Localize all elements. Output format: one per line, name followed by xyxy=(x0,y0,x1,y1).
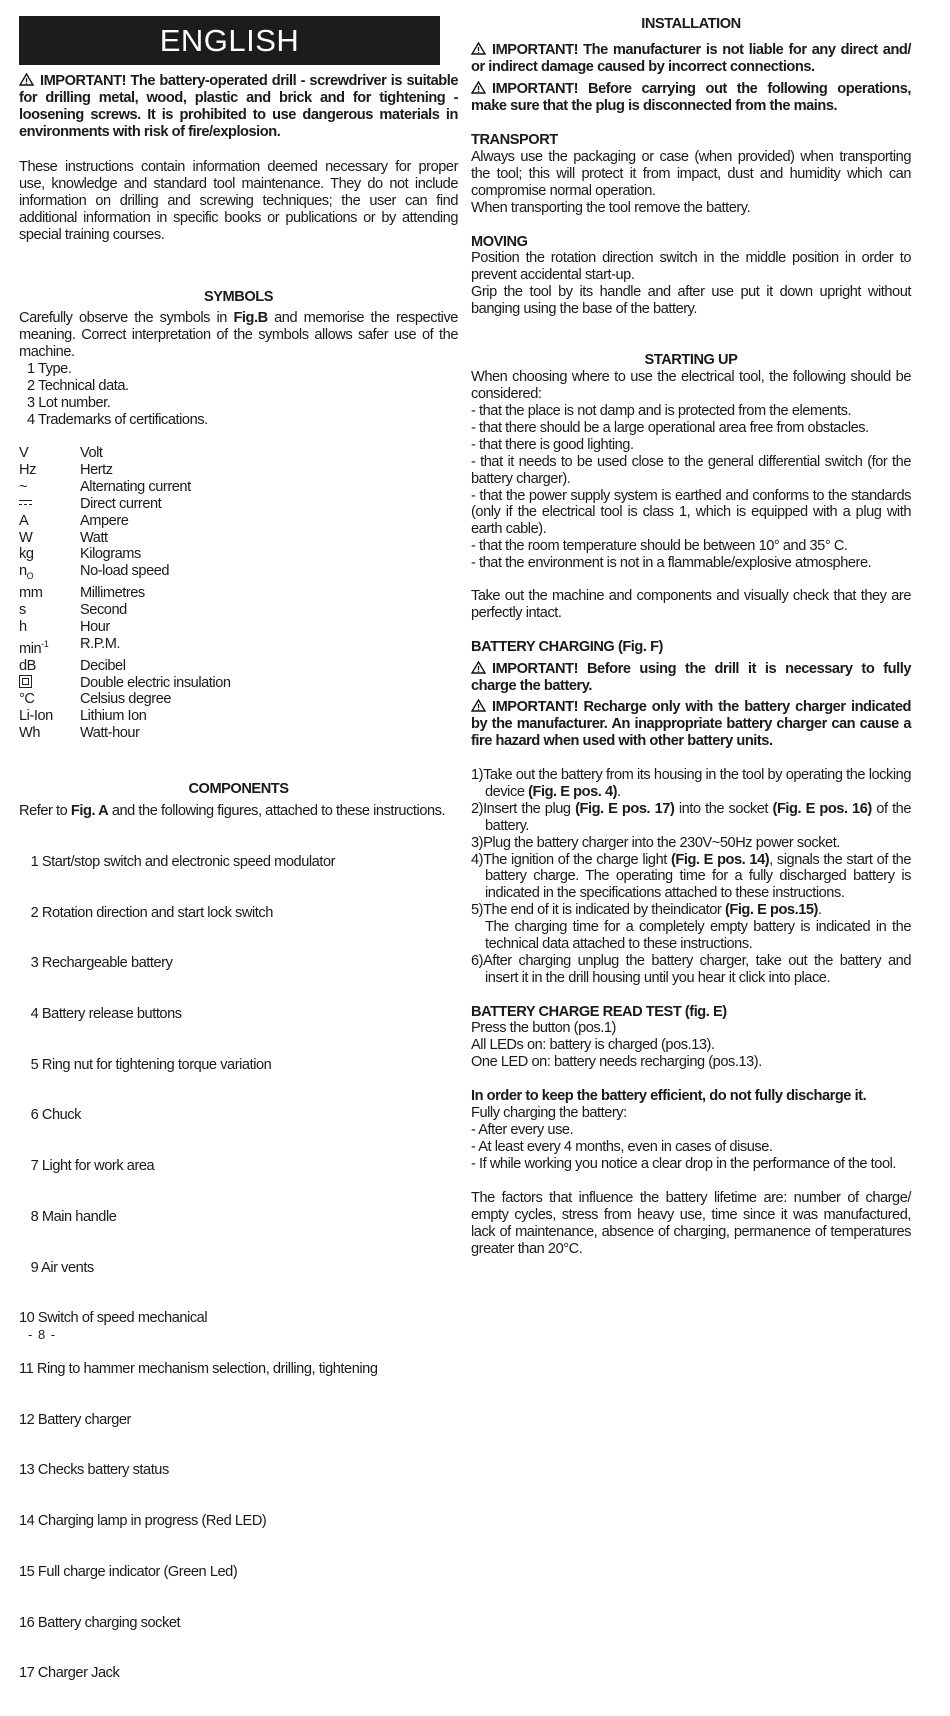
warning-icon xyxy=(19,73,34,86)
starting-intro: When choosing where to use the electrical tool, the following should be considered: xyxy=(471,369,911,402)
list-item: 9 Air vents xyxy=(27,1259,94,1276)
transport-title: TRANSPORT xyxy=(471,132,558,148)
list-item: 7 Light for work area xyxy=(27,1158,155,1175)
list-item: 2)Insert the plug (Fig. E pos. 17) into the socket (Fig. E pos. 16) of the battery. xyxy=(471,800,912,834)
list-item: 3)Plug the battery charger into the 230V~50Hz power socket. xyxy=(471,834,840,851)
warning-icon xyxy=(471,699,486,712)
readtest-lines: Press the button (pos.1) All LEDs on: battery is charged (pos.13). One LED on: battery needs recharging (pos.13). xyxy=(471,1020,762,1070)
transport-text-1: Always use the packaging or case (when provided) when transporting the tool; this will protect it from impact, dust and humidity which can compromise normal operation. xyxy=(471,149,911,199)
unit-row: ~ Alternating current xyxy=(19,478,191,495)
readtest-outro: The factors that influence the battery lifetime are: number of charge/ empty cycles, stress from heavy use, time since it was manufactured, lack of maintenance, absence of charging, permanence of temperatures greater than 20°C. xyxy=(471,1190,911,1257)
warning-icon xyxy=(471,81,486,94)
unit-row: $\min^{-1}$ R.P.M. xyxy=(19,635,121,657)
double-insulation-icon xyxy=(19,675,32,688)
installation-warning-2: IMPORTANT! Before carrying out the following operations, make sure that the plug is disconnected from the mains. xyxy=(471,81,911,114)
list-item: 4 Trademarks of certifications. xyxy=(27,411,208,428)
list-item: - that the environment is not in a flammable/explosive atmosphere. xyxy=(471,555,872,572)
readtest-list: Fully charging the battery: - After every use. - At least every 4 months, even in cases of disuse. - If while working you notice a clear drop in the performance of the tool. xyxy=(471,1105,897,1172)
components-text: Refer to Fig. A and the following figures, attached to these instructions. xyxy=(19,803,446,819)
list-item: 12 Battery charger xyxy=(19,1411,131,1428)
list-item: 1 Start/stop switch and electronic speed modulator xyxy=(27,853,336,870)
list-item: - that it needs to be used close to the general differential switch (for the battery charger). xyxy=(471,453,911,487)
symbols-list xyxy=(19,361,458,429)
moving-text-2: Grip the tool by its handle and after use put it down upright without banging using the base of the battery. xyxy=(471,284,911,317)
list-item: - that there is good lighting. xyxy=(471,436,634,453)
components-list xyxy=(19,820,458,1716)
list-item-continuation: The charging time for a completely empty battery is indicated in the technical data attached to these instructions. xyxy=(485,919,911,953)
list-item: 10 Switch of speed mechanical xyxy=(19,1310,208,1327)
page-number: - 8 - xyxy=(28,1327,57,1342)
units-table xyxy=(19,445,458,742)
readtest-title: BATTERY CHARGE READ TEST (fig. E) xyxy=(471,1004,727,1020)
list-item: - that there should be a large operational area free from obstacles. xyxy=(471,419,869,436)
components-title: COMPONENTS xyxy=(188,781,289,797)
unit-row: V Volt xyxy=(19,445,103,461)
moving-text-1: Position the rotation direction switch in the middle position in order to prevent accidental start-up. xyxy=(471,250,911,283)
unit-row: s Second xyxy=(19,602,127,619)
list-item: 6 Chuck xyxy=(27,1107,81,1124)
starting-title: STARTING UP xyxy=(644,352,738,368)
list-item: 14 Charging lamp in progress (Red LED) xyxy=(19,1513,267,1530)
unit-row: Double electric insulation xyxy=(19,675,458,692)
transport-text-2: When transporting the tool remove the battery. xyxy=(471,200,751,216)
unit-row: Li-Ion Lithium Ion xyxy=(19,708,147,725)
installation-warning-1: IMPORTANT! The manufacturer is not liable for any direct and/ or indirect damage caused by incorrect connections. xyxy=(471,42,911,75)
list-item: 17 Charger Jack xyxy=(19,1665,120,1682)
symbols-text: Carefully observe the symbols in Fig.B and memorise the respective meaning. Correct interpretation of the symbols allows safer use of the machine. xyxy=(19,310,458,360)
list-item: 13 Checks battery status xyxy=(19,1462,169,1479)
list-item: 6)After charging unplug the battery charger, take out the battery and insert it in the drill housing until you hear it click into place. xyxy=(471,952,911,986)
unit-row: A Ampere xyxy=(19,512,129,529)
list-item: 16 Battery charging socket xyxy=(19,1614,181,1631)
list-item: 1)Take out the battery from its housing in the tool by operating the locking device (Fig. E pos. 4). xyxy=(471,767,911,800)
language-banner: ENGLISH xyxy=(19,16,440,65)
warning-icon xyxy=(471,661,486,674)
list-item: 5)The end of it is indicated by theindicator (Fig. E pos.15). xyxy=(471,902,822,919)
list-item: - that the power supply system is earthed and conforms to the standards (only if the electrical tool is class 1, which is equipped with a plug with earth cable). xyxy=(471,487,911,538)
list-item: 3 Lot number. xyxy=(27,394,111,411)
intro-paragraph: These instructions contain information deemed necessary for proper use, knowledge and standard tool maintenance. They do not include information on drilling and screwing techniques; the user can find additional information in specific books or publications or by attending special training courses. xyxy=(19,159,458,243)
intro-warning: IMPORTANT! The battery-operated drill - screwdriver is suitable for drilling metal, wood, plastic and brick and for tightening - loosening screws. It is prohibited to use dangerous materials in environments with risk of fire/explosion. xyxy=(19,73,458,140)
list-item: 8 Main handle xyxy=(27,1208,117,1225)
list-item: 4)The ignition of the charge light (Fig. E pos. 14), signals the start of the battery charge. The operating time for a fully discharged battery is indicated in the specifications attached to these instructions. xyxy=(471,851,911,902)
unit-row: h Hour xyxy=(19,618,110,635)
unit-row: Hz Hertz xyxy=(19,461,113,478)
list-item: 3 Rechargeable battery xyxy=(27,955,173,972)
list-item: 2 Technical data. xyxy=(27,377,129,394)
unit-row: $n_O$ No-load speed xyxy=(19,563,170,582)
unit-row: W Watt xyxy=(19,529,108,546)
charging-warning-1: IMPORTANT! Before using the drill it is necessary to fully charge the battery. xyxy=(471,661,911,694)
unit-row: mm Millimetres xyxy=(19,585,145,602)
unit-row: kg Kilograms xyxy=(19,546,141,563)
direct-current-icon xyxy=(19,498,32,508)
list-item: 4 Battery release buttons xyxy=(27,1005,182,1022)
starting-list xyxy=(471,403,911,572)
list-item: - that the place is not damp and is protected from the elements. xyxy=(471,403,852,419)
installation-title: INSTALLATION xyxy=(641,16,741,32)
starting-outro: Take out the machine and components and visually check that they are perfectly intact. xyxy=(471,588,911,621)
warning-icon xyxy=(471,42,486,55)
list-item: 2 Rotation direction and start lock switch xyxy=(27,904,273,921)
unit-row: °C Celsius degree xyxy=(19,691,172,708)
readtest-bold: In order to keep the battery efficient, do not fully discharge it. xyxy=(471,1088,867,1104)
unit-row: dB Decibel xyxy=(19,657,126,674)
list-item: 5 Ring nut for tightening torque variation xyxy=(27,1056,272,1073)
list-item: 1 Type. xyxy=(27,361,72,377)
unit-row: Wh Watt-hour xyxy=(19,725,140,742)
unit-row: Direct current xyxy=(19,496,458,513)
charging-warning-2: IMPORTANT! Recharge only with the battery charger indicated by the manufacturer. An inappropriate battery charger can cause a fire hazard when used with other battery units. xyxy=(471,699,911,749)
list-item: - that the room temperature should be between 10° and 35° C. xyxy=(471,538,848,555)
list-item: 15 Full charge indicator (Green Led) xyxy=(19,1563,238,1580)
charging-title: BATTERY CHARGING (Fig. F) xyxy=(471,639,663,655)
symbols-title: SYMBOLS xyxy=(203,289,273,305)
charging-steps xyxy=(471,767,911,987)
moving-title: MOVING xyxy=(471,234,528,250)
list-item: 11 Ring to hammer mechanism selection, drilling, tightening xyxy=(19,1361,378,1377)
